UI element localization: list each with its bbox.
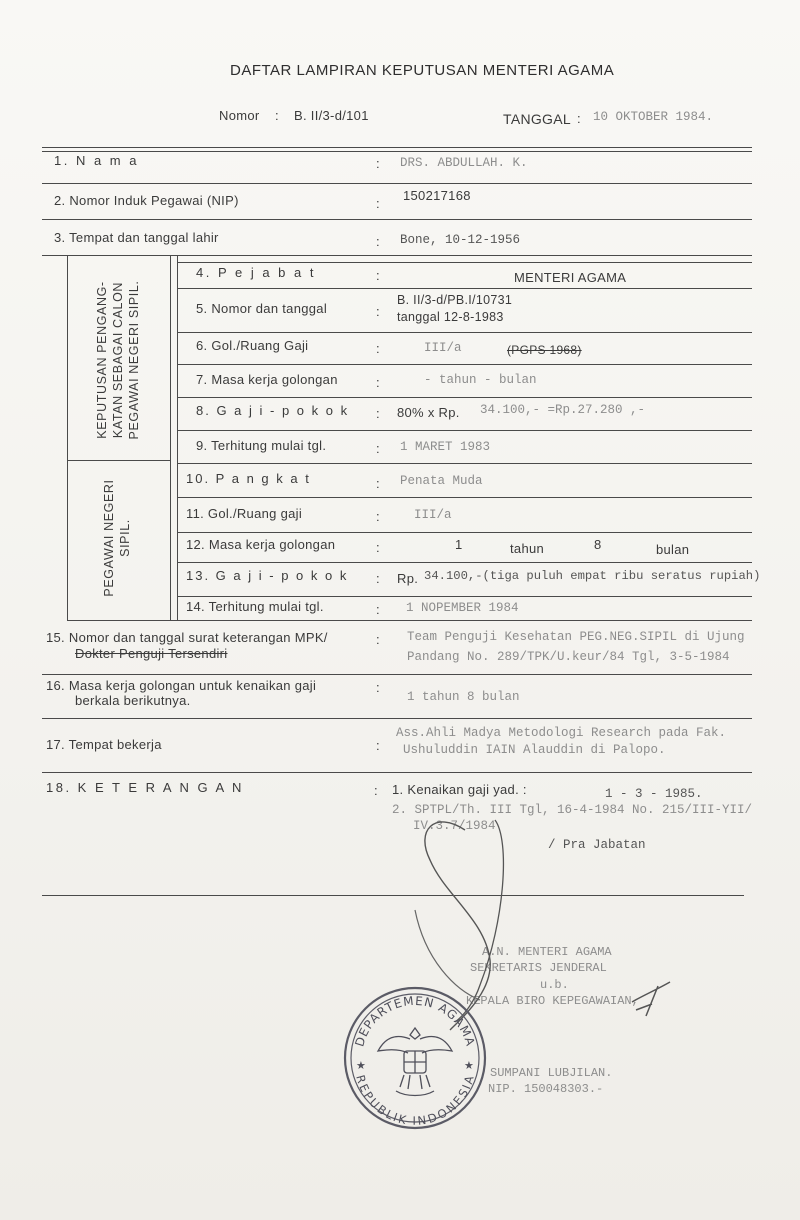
signature-nip: NIP. 150048303.-: [488, 1082, 604, 1096]
tanggal-colon: :: [577, 111, 581, 126]
row-16-label: 16. Masa kerja golongan untuk kenaikan gaji: [46, 678, 317, 693]
row-12-months-unit: bulan: [656, 542, 690, 557]
row-7-value: - tahun - bulan: [424, 373, 537, 387]
row-2-label: 2. Nomor Induk Pegawai (NIP): [54, 193, 239, 208]
svg-text:★: ★: [356, 1059, 366, 1072]
row-4-colon: :: [376, 268, 380, 283]
divider: [177, 497, 752, 498]
row-10-colon: :: [376, 476, 380, 491]
document-title: DAFTAR LAMPIRAN KEPUTUSAN MENTERI AGAMA: [230, 62, 615, 79]
divider: [42, 718, 752, 719]
section-border: [177, 255, 178, 620]
svg-text:DEPARTEMEN AGAMA: DEPARTEMEN AGAMA: [352, 993, 478, 1049]
section-border: [67, 620, 177, 621]
row-6-value-pgps: (PGPS 1968): [507, 343, 582, 357]
tanggal-value: 10 OKTOBER 1984.: [593, 110, 714, 124]
row-14-value: 1 NOPEMBER 1984: [406, 601, 519, 615]
signature-line-1: A.N. MENTERI AGAMA: [482, 945, 612, 959]
divider: [177, 620, 752, 621]
row-18-label: 18. K E T E R A N G A N: [46, 780, 244, 795]
row-12-label: 12. Masa kerja golongan: [186, 537, 336, 552]
nomor-colon: :: [275, 108, 279, 123]
row-8-value-percent: 80% x Rp.: [397, 405, 460, 420]
row-2-value: 150217168: [403, 188, 471, 203]
divider: [177, 332, 752, 333]
svg-text:★: ★: [464, 1059, 474, 1072]
row-5-label: 5. Nomor dan tanggal: [196, 301, 328, 316]
section-divider: [67, 460, 170, 461]
divider: [177, 397, 752, 398]
row-16-value: 1 tahun 8 bulan: [407, 690, 520, 704]
divider: [42, 219, 752, 220]
initial-mark: [628, 978, 674, 1024]
divider: [42, 895, 744, 896]
row-8-colon: :: [376, 406, 380, 421]
signature-line-3: u.b.: [540, 978, 569, 992]
row-9-value: 1 MARET 1983: [400, 440, 491, 454]
row-1-colon: :: [376, 156, 380, 171]
nomor-value: B. II/3-d/101: [294, 108, 369, 123]
row-12-years: 1: [455, 537, 463, 552]
divider: [42, 674, 752, 675]
row-3-value: Bone, 10-12-1956: [400, 233, 521, 247]
row-9-label: 9. Terhitung mulai tgl.: [196, 438, 327, 453]
divider: [42, 772, 752, 773]
row-17-value-2: Ushuluddin IAIN Alauddin di Palopo.: [403, 743, 666, 757]
divider: [177, 562, 752, 563]
row-15-value-1: Team Penguji Kesehatan PEG.NEG.SIPIL di Ujung: [407, 630, 745, 644]
divider: [177, 463, 752, 464]
row-18-item-1-value: 1 - 3 - 1985.: [605, 787, 703, 801]
row-9-colon: :: [376, 441, 380, 456]
row-11-colon: :: [376, 509, 380, 524]
divider: [177, 364, 752, 365]
row-1-value: DRS. ABDULLAH. K.: [400, 156, 528, 170]
row-3-colon: :: [376, 234, 380, 249]
row-5-value-date: tanggal 12-8-1983: [397, 310, 504, 324]
row-3-label: 3. Tempat dan tanggal lahir: [54, 230, 219, 245]
divider: [177, 262, 752, 263]
row-15-label: 15. Nomor dan tanggal surat keterangan MPK/: [46, 630, 328, 645]
row-14-colon: :: [376, 602, 380, 617]
row-11-label: 11. Gol./Ruang gaji: [186, 506, 303, 521]
row-1-label: 1. N a m a: [54, 153, 139, 168]
row-6-value-gol: III/a: [424, 341, 462, 355]
row-17-label: 17. Tempat bekerja: [46, 737, 162, 752]
row-15-value-2: Pandang No. 289/TPK/U.keur/84 Tgl, 3-5-1984: [407, 650, 730, 664]
row-18-item-1-label: 1. Kenaikan gaji yad. :: [392, 782, 527, 797]
row-7-colon: :: [376, 375, 380, 390]
nomor-label: Nomor: [219, 108, 260, 123]
row-10-label: 10. P a n g k a t: [186, 471, 311, 486]
row-17-value-1: Ass.Ahli Madya Metodologi Research pada Fak.: [396, 726, 727, 740]
row-16-label-cont: berkala berikutnya.: [75, 693, 191, 708]
divider: [42, 151, 752, 152]
divider: [177, 430, 752, 431]
row-18-item-2-cont: IV.3.7/1984: [413, 819, 496, 833]
row-6-colon: :: [376, 341, 380, 356]
svg-text:REPUBLIK INDONESIA: REPUBLIK INDONESIA: [353, 1073, 477, 1128]
divider: [177, 532, 752, 533]
section-b-side-label: PEGAWAI NEGERI SIPIL.: [102, 479, 132, 597]
divider: [177, 288, 752, 289]
tanggal-label: TANGGAL: [503, 111, 571, 127]
row-18-colon: :: [374, 783, 378, 798]
official-seal: [340, 983, 490, 1133]
row-18-item-2: 2. SPTPL/Th. III Tgl, 16-4-1984 No. 215/III-YII/: [392, 803, 753, 817]
section-border: [170, 255, 171, 620]
divider: [42, 255, 752, 256]
signature-name: SUMPANI LUBJILAN.: [490, 1066, 613, 1080]
row-8-label: 8. G a j i - p o k o k: [196, 403, 350, 418]
row-16-colon: :: [376, 680, 380, 695]
row-4-label: 4. P e j a b a t: [196, 265, 316, 280]
row-6-label: 6. Gol./Ruang Gaji: [196, 338, 309, 353]
row-7-label: 7. Masa kerja golongan: [196, 372, 338, 387]
row-2-colon: :: [376, 196, 380, 211]
row-18-note: / Pra Jabatan: [548, 838, 646, 852]
row-4-value: MENTERI AGAMA: [514, 270, 627, 285]
row-12-years-unit: tahun: [510, 541, 545, 556]
row-17-colon: :: [376, 738, 380, 753]
section-a-side-label: KEPUTUSAN PENGANG- KATAN SEBAGAI CALON PEGAWAI NEGERI SIPIL.: [95, 280, 141, 440]
row-15-label-cont: Dokter Penguji Tersendiri: [75, 646, 228, 661]
section-border: [67, 255, 68, 620]
row-14-label: 14. Terhitung mulai tgl.: [186, 599, 324, 614]
row-13-currency: Rp.: [397, 571, 419, 586]
divider: [177, 596, 752, 597]
row-11-value: III/a: [414, 508, 452, 522]
row-8-value-amount: 34.100,- =Rp.27.280 ,-: [480, 403, 646, 417]
row-15-colon: :: [376, 632, 380, 647]
row-12-months: 8: [594, 537, 602, 552]
row-13-colon: :: [376, 571, 380, 586]
row-5-value-number: B. II/3-d/PB.I/10731: [397, 293, 513, 307]
divider: [42, 183, 752, 184]
row-12-colon: :: [376, 540, 380, 555]
row-13-value: 34.100,-(tiga puluh empat ribu seratus rupiah): [424, 569, 761, 583]
signature-line-4: KEPALA BIRO KEPEGAWAIAN,: [466, 994, 639, 1008]
row-13-label: 13. G a j i - p o k o k: [186, 568, 349, 583]
row-5-colon: :: [376, 304, 380, 319]
divider: [42, 147, 752, 148]
row-10-value: Penata Muda: [400, 474, 483, 488]
signature-line-2: SEKRETARIS JENDERAL: [470, 961, 607, 975]
